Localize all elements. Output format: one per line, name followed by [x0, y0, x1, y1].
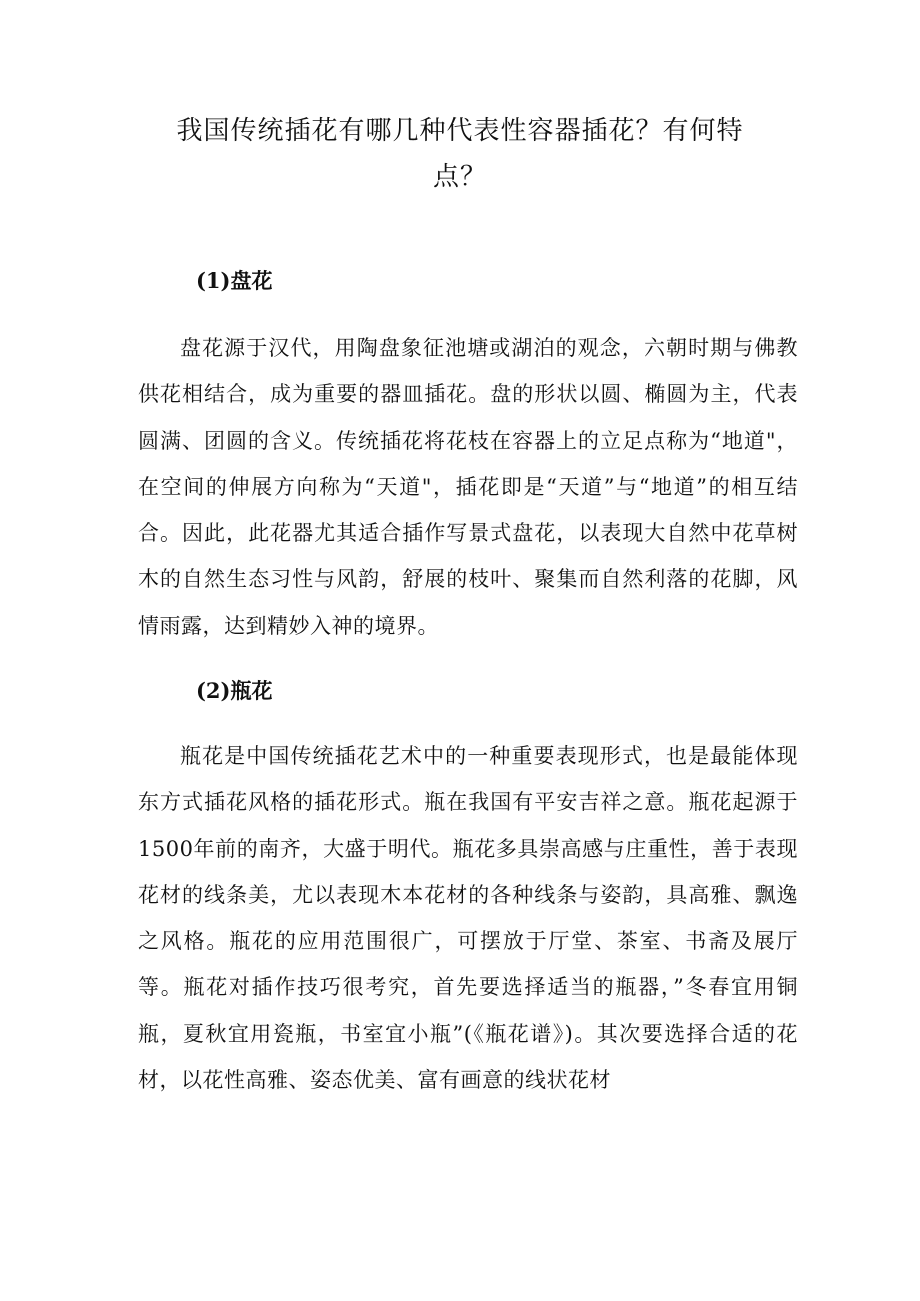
document-title: 我国传统插花有哪几种代表性容器插花？有何特点？ — [176, 116, 744, 192]
section-paragraph-ping-hua: 瓶花是中国传统插花艺术中的一种重要表现形式，也是最能体现东方式插花风格的插花形式。瓶在我国有平安吉祥之意。瓶花起源于1500年前的南齐，大盛于明代。瓶花多具崇高感与庄重性，善于表现花材的线条美，尤以表现木本花材的各种线条与姿韵，具高雅、飘逸之风格。瓶花的应用范围很广，可摆放于厅堂、茶室、书斋及展厅等。瓶花对插作技巧很考究，首先要选择适当的瓶器，”冬春宜用铜瓶，夏秋宜用瓷瓶，书室宜小瓶”(《瓶花谱》)。其次要选择合适的花材，以花性高雅、姿态优美、富有画意的线状花材 — [138, 744, 798, 1093]
section-paragraph-pan-hua: 盘花源于汉代，用陶盘象征池塘或湖泊的观念，六朝时期与佛教供花相结合，成为重要的器皿插花。盘的形状以圆、椭圆为主，代表圆满、团圆的含义。传统插花将花枝在容器上的立足点称为“地道"，在空间的伸展方向称为“天道"，插花即是“天道”与“地道”的相互结合。因此，此花器尤其适合插作写景式盘花，以表现大自然中花草树木的自然生态习性与风韵，舒展的枝叶、聚集而自然利落的花脚，风情雨露，达到精妙入神的境界。 — [138, 336, 798, 638]
section-heading-ping-hua: (2)瓶花 — [196, 678, 273, 703]
section-heading-pan-hua: (1)盘花 — [196, 268, 273, 293]
